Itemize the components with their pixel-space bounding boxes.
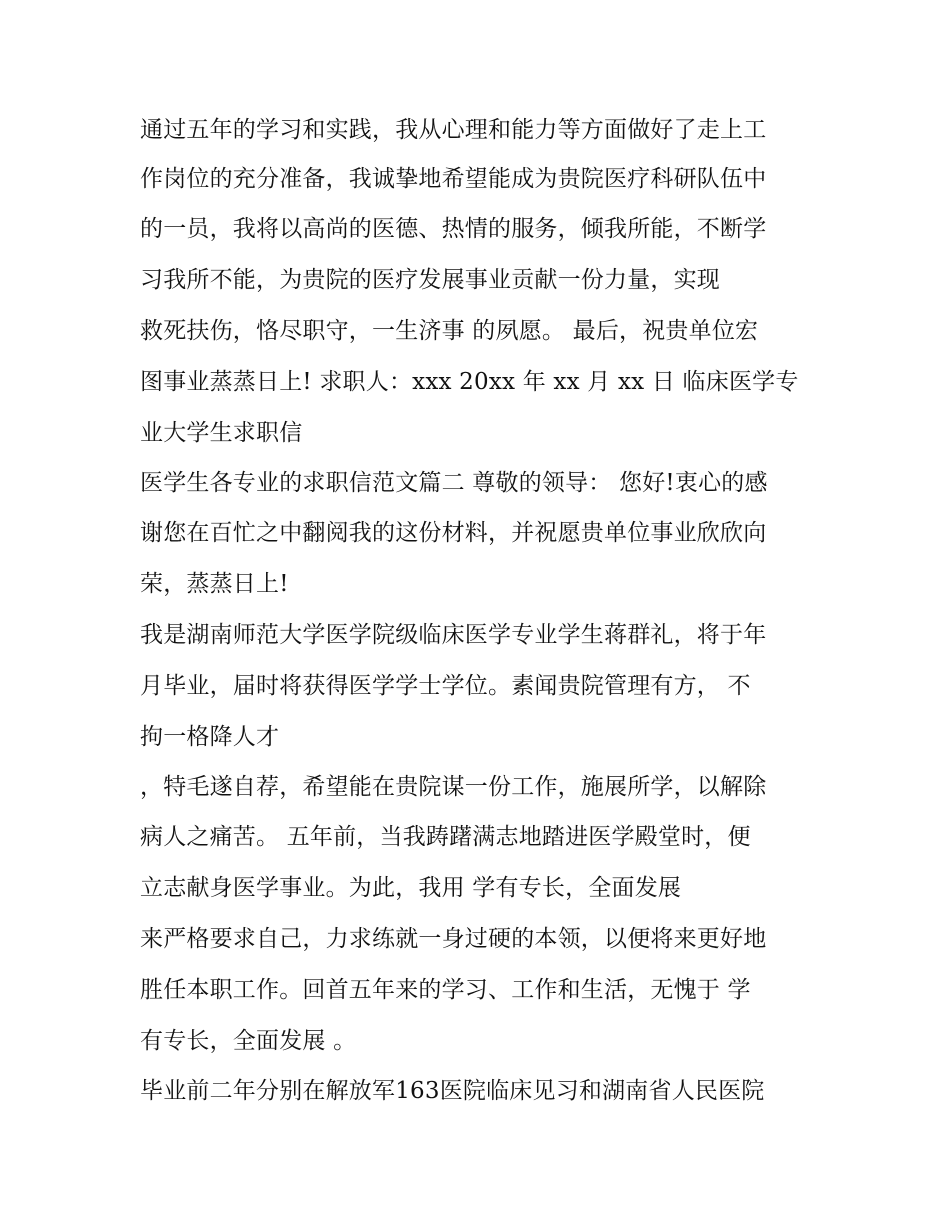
text-line: 医学生各专业的求职信范文篇二 尊敬的领导： 您好!衷心的感: [140, 470, 768, 496]
text-line: 毕业前二年分别在解放军163医院临床见习和湖南省人民医院: [140, 1078, 765, 1104]
text-line: 救死扶伤，恪尽职守，一生济事 的夙愿。 最后，祝贵单位宏: [140, 318, 759, 344]
text-line: ，特毛遂自荐，希望能在贵院谋一份工作，施展所学，以解除: [140, 774, 767, 800]
text-line: 荣，蒸蒸日上!: [140, 571, 289, 597]
text-line: 作岗位的充分准备，我诚挚地希望能成为贵院医疗科研队伍中: [140, 166, 767, 192]
text-line: 病人之痛苦。 五年前，当我踌躇满志地踏进医学殿堂时，便: [140, 824, 751, 850]
text-line: 图事业蒸蒸日上! 求职人：xxx 20xx 年 xx 月 xx 日 临床医学专: [140, 369, 799, 395]
text-line: 拘一格降人才: [140, 724, 280, 750]
text-line: 习我所不能，为贵院的医疗发展事业贡献一份力量，实现: [140, 267, 720, 293]
text-line: 胜任本职工作。回首五年来的学习、工作和生活，无愧于 学: [140, 977, 751, 1003]
text-line: 业大学生求职信: [140, 420, 303, 446]
text-line: 月毕业，届时将获得医学学士学位。素闻贵院管理有方， 不: [140, 673, 751, 699]
text-line: 立志献身医学事业。为此，我用 学有专长，全面发展: [140, 875, 682, 901]
text-line: 通过五年的学习和实践，我从心理和能力等方面做好了走上工: [140, 117, 767, 143]
text-line: 我是湖南师范大学医学院级临床医学专业学生蒋群礼，将于年: [140, 622, 767, 648]
text-line: 有专长，全面发展 。: [140, 1028, 357, 1054]
text-line: 谢您在百忙之中翻阅我的这份材料，并祝愿贵单位事业欣欣向: [140, 520, 767, 546]
text-line: 来严格要求自己，力求练就一身过硬的本领，以便将来更好地: [140, 926, 767, 952]
text-line: 的一员，我将以高尚的医德、热情的服务，倾我所能，不断学: [140, 216, 767, 242]
